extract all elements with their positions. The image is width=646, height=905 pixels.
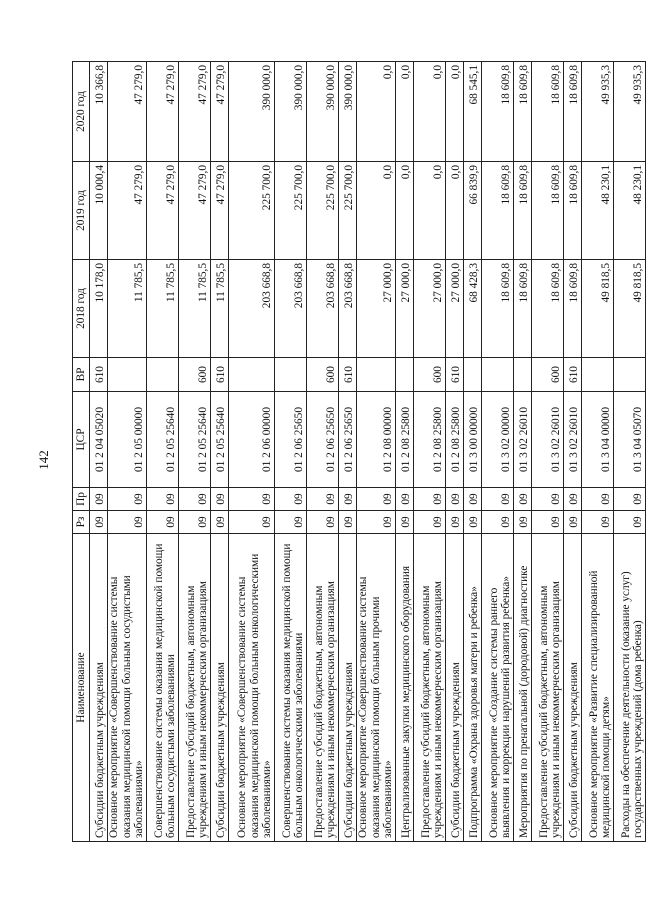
cell-vr — [463, 358, 481, 392]
table-row — [413, 62, 445, 842]
cell-name: Субсидии бюджетным учреждениям — [210, 534, 228, 842]
cell-csr: 01 3 02 26010 — [563, 392, 581, 488]
cell-rz: 09 — [563, 511, 581, 534]
cell-rz: 09 — [210, 511, 228, 534]
cell-2019: 225 700,0 — [306, 162, 338, 260]
cell-vr — [395, 358, 413, 392]
cell-2019: 10 000,4 — [90, 162, 108, 260]
cell-2019: 48 230,1 — [613, 162, 645, 260]
cell-name: Основное мероприятие «Совершенствование системы оказания медицинской помощи больным прочими заболеваниями» — [356, 534, 395, 842]
cell-pr: 09 — [338, 488, 356, 511]
cell-csr: 01 2 08 25800 — [445, 392, 463, 488]
cell-2018: 11 785,5 — [146, 260, 178, 358]
cell-name: Предоставление субсидий бюджетным, автономным учреждениям и иным некоммерческим организациям — [178, 534, 210, 842]
cell-2020: 390 000,0 — [274, 62, 306, 162]
cell-vr — [274, 358, 306, 392]
cell-name: Субсидии бюджетным учреждениям — [90, 534, 108, 842]
cell-rz: 09 — [108, 511, 147, 534]
header-rz: Рз — [73, 511, 90, 534]
cell-name: Основное мероприятие «Совершенствование системы оказания медицинской помощи больным сосудистыми заболеваниями» — [108, 534, 147, 842]
cell-csr: 01 2 06 25650 — [274, 392, 306, 488]
cell-name: Предоставление субсидий бюджетным, автономным учреждениям и иным некоммерческим организациям — [306, 534, 338, 842]
cell-rz: 09 — [581, 511, 613, 534]
cell-pr: 09 — [395, 488, 413, 511]
cell-2018: 49 818,5 — [613, 260, 645, 358]
cell-vr — [108, 358, 147, 392]
cell-2019: 18 609,8 — [513, 162, 531, 260]
cell-2019: 47 279,0 — [178, 162, 210, 260]
table-row — [581, 62, 613, 842]
cell-2019: 18 609,8 — [563, 162, 581, 260]
cell-name: Мероприятия по пренатальной (дородовой) диагностике — [513, 534, 531, 842]
cell-2020: 47 279,0 — [108, 62, 147, 162]
cell-2018: 27 000,0 — [395, 260, 413, 358]
cell-2020: 0,0 — [395, 62, 413, 162]
table-row — [338, 62, 356, 842]
table-row — [178, 62, 210, 842]
cell-name: Совершенствование системы оказания медицинской помощи больным сосудистыми заболеваниями — [146, 534, 178, 842]
cell-vr — [146, 358, 178, 392]
table-row — [513, 62, 531, 842]
cell-2018: 203 668,8 — [306, 260, 338, 358]
cell-pr: 09 — [108, 488, 147, 511]
cell-name: Основное мероприятие «Развитие специализированной медицинской помощи детям» — [581, 534, 613, 842]
header-2019: 2019 год — [73, 162, 90, 260]
cell-csr: 01 2 08 25800 — [395, 392, 413, 488]
cell-2020: 47 279,0 — [210, 62, 228, 162]
cell-csr: 01 2 08 00000 — [356, 392, 395, 488]
table-row — [356, 62, 395, 842]
cell-name: Предоставление субсидий бюджетным, автономным учреждениям и иным некоммерческим организациям — [413, 534, 445, 842]
cell-name: Централизованные закупки медицинского оборудования — [395, 534, 413, 842]
cell-2019: 66 839,9 — [463, 162, 481, 260]
table-row — [306, 62, 338, 842]
cell-rz: 09 — [338, 511, 356, 534]
cell-rz: 09 — [274, 511, 306, 534]
cell-csr: 01 3 04 00000 — [581, 392, 613, 488]
cell-pr: 09 — [306, 488, 338, 511]
cell-csr: 01 2 06 25650 — [306, 392, 338, 488]
cell-rz: 09 — [445, 511, 463, 534]
cell-2018: 11 785,5 — [108, 260, 147, 358]
cell-2018: 18 609,8 — [513, 260, 531, 358]
cell-name: Расходы на обеспечение деятельности (оказание услуг) государственных учреждений (дома ребенка) — [613, 534, 645, 842]
cell-csr: 01 2 05 25640 — [146, 392, 178, 488]
header-csr: ЦСР — [73, 392, 90, 488]
cell-2018: 27 000,0 — [413, 260, 445, 358]
table-row — [274, 62, 306, 842]
cell-name: Субсидии бюджетным учреждениям — [563, 534, 581, 842]
cell-vr: 610 — [338, 358, 356, 392]
cell-pr: 09 — [531, 488, 563, 511]
cell-name: Совершенствование системы оказания медицинской помощи больным онкологическими заболеваниями — [274, 534, 306, 842]
cell-2018: 18 609,8 — [481, 260, 513, 358]
cell-rz: 09 — [356, 511, 395, 534]
cell-rz: 09 — [228, 511, 274, 534]
cell-pr: 09 — [481, 488, 513, 511]
cell-2018: 11 785,5 — [178, 260, 210, 358]
cell-csr: 01 2 05 25640 — [210, 392, 228, 488]
cell-name: Предоставление субсидий бюджетным, автономным учреждениям и иным некоммерческим организациям — [531, 534, 563, 842]
cell-name: Субсидии бюджетным учреждениям — [445, 534, 463, 842]
cell-rz: 09 — [413, 511, 445, 534]
cell-2020: 390 000,0 — [306, 62, 338, 162]
cell-rz: 09 — [513, 511, 531, 534]
cell-vr: 610 — [210, 358, 228, 392]
header-name: Наименование — [73, 534, 90, 842]
table-row — [146, 62, 178, 842]
cell-pr: 09 — [513, 488, 531, 511]
table-row — [210, 62, 228, 842]
table-row — [108, 62, 147, 842]
cell-csr: 01 3 02 00000 — [481, 392, 513, 488]
cell-vr: 600 — [178, 358, 210, 392]
cell-2020: 47 279,0 — [178, 62, 210, 162]
table-row — [395, 62, 413, 842]
cell-vr — [356, 358, 395, 392]
table-row — [90, 62, 108, 842]
cell-rz: 09 — [395, 511, 413, 534]
cell-2019: 18 609,8 — [481, 162, 513, 260]
cell-vr — [513, 358, 531, 392]
cell-2020: 18 609,8 — [531, 62, 563, 162]
rotated-table-wrapper — [72, 62, 645, 842]
cell-rz: 09 — [90, 511, 108, 534]
cell-rz: 09 — [613, 511, 645, 534]
cell-csr: 01 2 08 25800 — [413, 392, 445, 488]
cell-pr: 09 — [463, 488, 481, 511]
cell-2018: 27 000,0 — [445, 260, 463, 358]
cell-pr: 09 — [274, 488, 306, 511]
cell-name: Субсидии бюджетным учреждениям — [338, 534, 356, 842]
table-row — [613, 62, 645, 842]
table-row — [563, 62, 581, 842]
cell-rz: 09 — [146, 511, 178, 534]
cell-2020: 49 935,3 — [613, 62, 645, 162]
page-number: 142 — [36, 450, 51, 470]
table-row — [463, 62, 481, 842]
cell-vr: 600 — [413, 358, 445, 392]
cell-2019: 0,0 — [395, 162, 413, 260]
cell-2019: 48 230,1 — [581, 162, 613, 260]
cell-2020: 0,0 — [413, 62, 445, 162]
cell-vr — [228, 358, 274, 392]
header-pr: Пр — [73, 488, 90, 511]
budget-table — [72, 61, 646, 842]
cell-2020: 0,0 — [445, 62, 463, 162]
cell-2018: 18 609,8 — [531, 260, 563, 358]
cell-2018: 10 178,0 — [90, 260, 108, 358]
cell-2018: 203 668,8 — [228, 260, 274, 358]
cell-csr: 01 3 04 05070 — [613, 392, 645, 488]
cell-pr: 09 — [146, 488, 178, 511]
cell-2018: 203 668,8 — [274, 260, 306, 358]
cell-pr: 09 — [445, 488, 463, 511]
cell-csr: 01 3 02 26010 — [531, 392, 563, 488]
cell-pr: 09 — [613, 488, 645, 511]
cell-pr: 09 — [178, 488, 210, 511]
cell-2020: 390 000,0 — [228, 62, 274, 162]
cell-2020: 18 609,8 — [513, 62, 531, 162]
cell-pr: 09 — [210, 488, 228, 511]
cell-2018: 27 000,0 — [356, 260, 395, 358]
cell-pr: 09 — [581, 488, 613, 511]
cell-vr — [581, 358, 613, 392]
cell-2019: 47 279,0 — [210, 162, 228, 260]
cell-2019: 0,0 — [445, 162, 463, 260]
cell-csr: 01 2 04 05020 — [90, 392, 108, 488]
cell-2019: 225 700,0 — [274, 162, 306, 260]
cell-csr: 01 2 06 25650 — [338, 392, 356, 488]
cell-rz: 09 — [463, 511, 481, 534]
cell-2019: 0,0 — [413, 162, 445, 260]
cell-name: Подпрограмма «Охрана здоровья матери и ребенка» — [463, 534, 481, 842]
cell-vr: 600 — [306, 358, 338, 392]
cell-csr: 01 3 00 00000 — [463, 392, 481, 488]
cell-rz: 09 — [481, 511, 513, 534]
cell-pr: 09 — [563, 488, 581, 511]
header-2020: 2020 год — [73, 62, 90, 162]
cell-2020: 0,0 — [356, 62, 395, 162]
cell-name: Основное мероприятие «Создание системы раннего выявления и коррекции нарушений развития ребенка» — [481, 534, 513, 842]
cell-vr: 600 — [531, 358, 563, 392]
table-row — [531, 62, 563, 842]
cell-pr: 09 — [356, 488, 395, 511]
cell-2018: 203 668,8 — [338, 260, 356, 358]
cell-2019: 47 279,0 — [108, 162, 147, 260]
cell-pr: 09 — [413, 488, 445, 511]
cell-vr: 610 — [90, 358, 108, 392]
cell-csr: 01 2 06 00000 — [228, 392, 274, 488]
cell-2018: 68 428,3 — [463, 260, 481, 358]
table-row — [228, 62, 274, 842]
header-vr: ВР — [73, 358, 90, 392]
table-header-row — [73, 62, 90, 842]
cell-vr: 610 — [563, 358, 581, 392]
cell-2020: 18 609,8 — [563, 62, 581, 162]
cell-2020: 47 279,0 — [146, 62, 178, 162]
cell-rz: 09 — [178, 511, 210, 534]
cell-2019: 225 700,0 — [338, 162, 356, 260]
cell-csr: 01 3 02 26010 — [513, 392, 531, 488]
cell-2018: 11 785,5 — [210, 260, 228, 358]
cell-csr: 01 2 05 00000 — [108, 392, 147, 488]
cell-2019: 18 609,8 — [531, 162, 563, 260]
cell-rz: 09 — [306, 511, 338, 534]
cell-2018: 49 818,5 — [581, 260, 613, 358]
header-2018: 2018 год — [73, 260, 90, 358]
cell-2020: 10 366,8 — [90, 62, 108, 162]
cell-pr: 09 — [90, 488, 108, 511]
cell-name: Основное мероприятие «Совершенствование системы оказания медицинской помощи больным онкологическими заболеваниями» — [228, 534, 274, 842]
cell-2018: 18 609,8 — [563, 260, 581, 358]
cell-rz: 09 — [531, 511, 563, 534]
cell-pr: 09 — [228, 488, 274, 511]
table-row — [481, 62, 513, 842]
table-row — [445, 62, 463, 842]
cell-2019: 47 279,0 — [146, 162, 178, 260]
cell-vr: 610 — [445, 358, 463, 392]
cell-2020: 18 609,8 — [481, 62, 513, 162]
cell-2019: 0,0 — [356, 162, 395, 260]
cell-2020: 68 545,1 — [463, 62, 481, 162]
cell-vr — [613, 358, 645, 392]
cell-2020: 49 935,3 — [581, 62, 613, 162]
cell-csr: 01 2 05 25640 — [178, 392, 210, 488]
cell-2019: 225 700,0 — [228, 162, 274, 260]
cell-vr — [481, 358, 513, 392]
cell-2020: 390 000,0 — [338, 62, 356, 162]
